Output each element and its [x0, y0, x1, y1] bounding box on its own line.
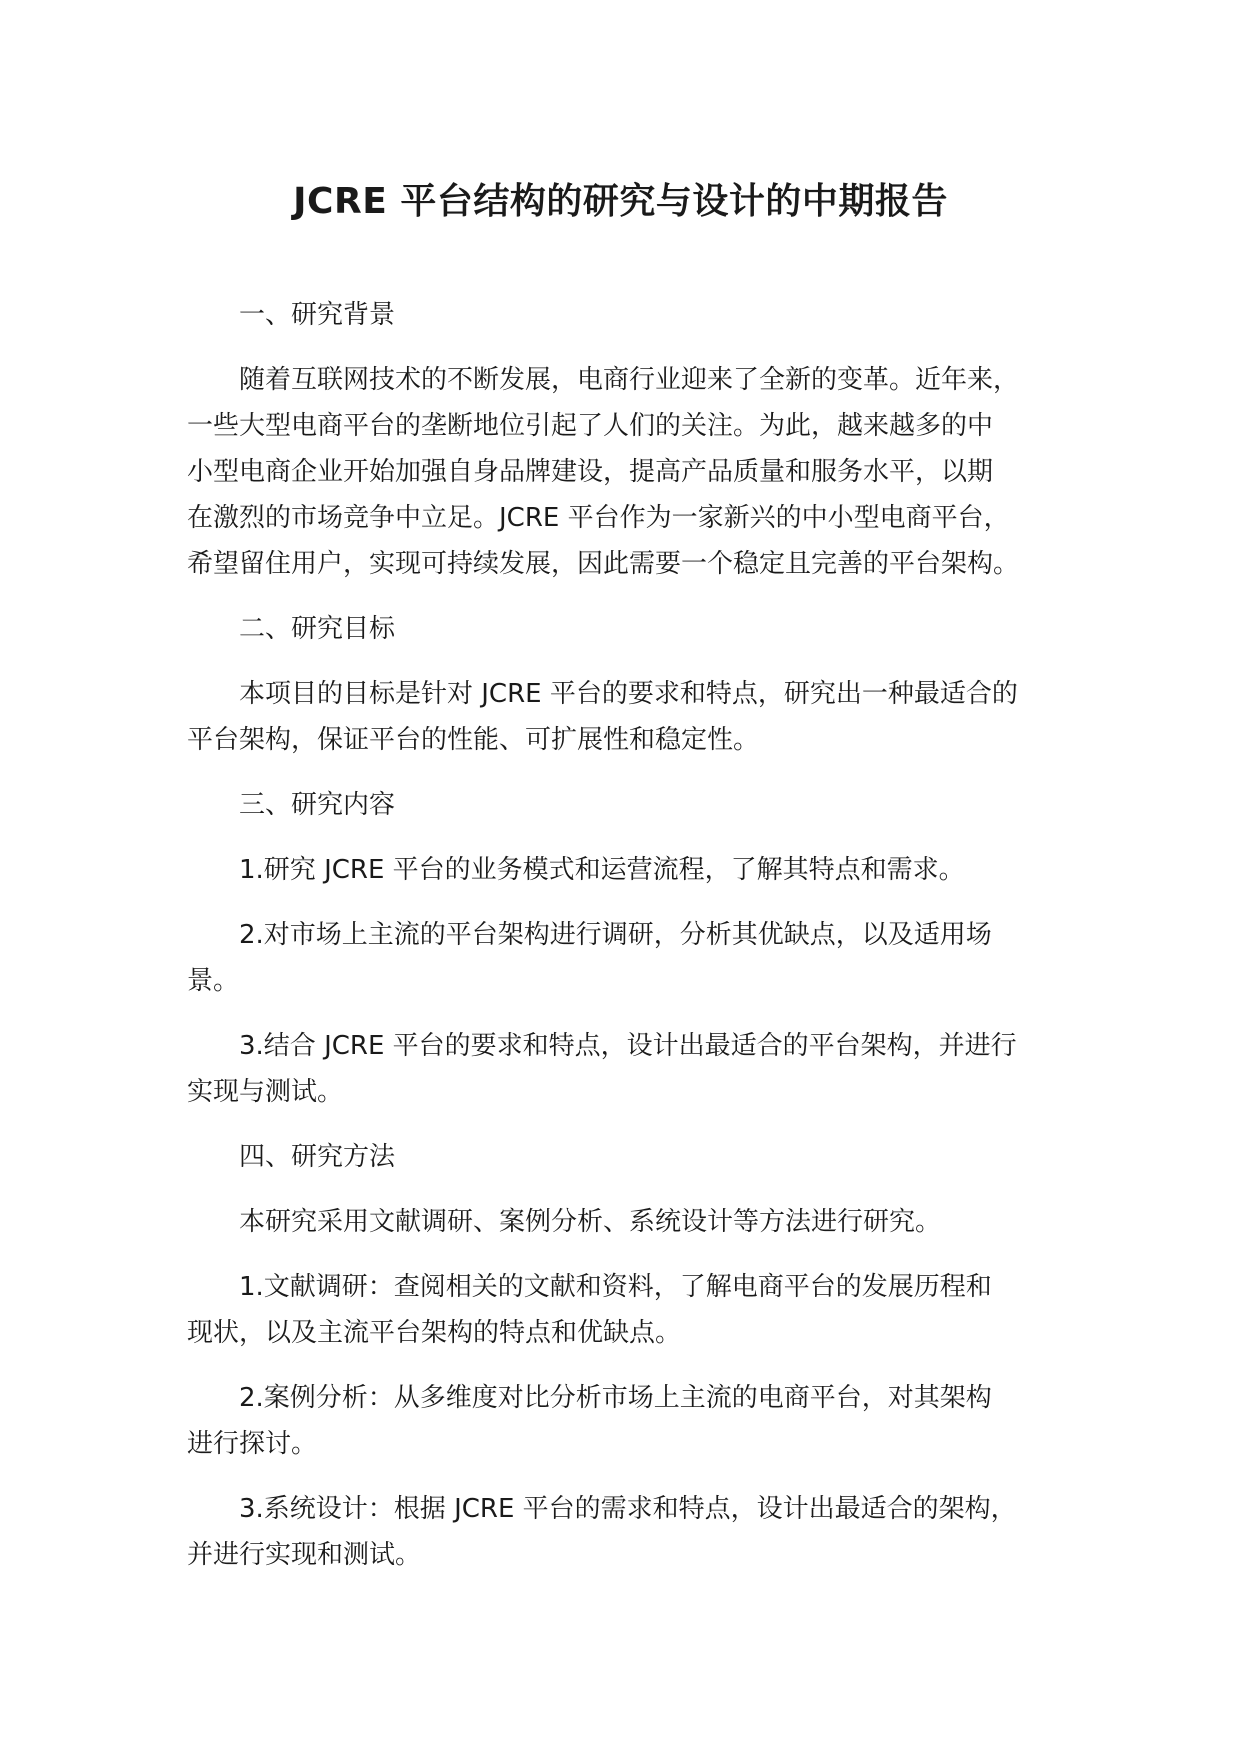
background-paragraph: [187, 357, 1067, 587]
section-heading-background: 一、研究背景: [239, 300, 396, 330]
method-item-3: [187, 1486, 1067, 1578]
section-heading-method: 四、研究方法: [239, 1142, 396, 1172]
document-body: [187, 292, 1067, 1597]
paragraph-line: 小型电商企业开始加强自身品牌建设，提高产品质量和服务水平，以期: [187, 457, 994, 487]
paragraph-line: 并进行实现和测试。: [187, 1540, 422, 1570]
method-intro: [187, 1199, 1067, 1245]
method-item-2: [187, 1375, 1067, 1467]
paragraph-line: 一些大型电商平台的垄断地位引起了人们的关注。为此，越来越多的中: [187, 411, 994, 441]
section-heading-content: 三、研究内容: [239, 790, 396, 820]
paragraph-line: 平台架构，保证平台的性能、可扩展性和稳定性。: [187, 725, 760, 755]
paragraph-line: 景。: [187, 966, 240, 996]
paragraph-line: 在激烈的市场竞争中立足。JCRE 平台作为一家新兴的中小型电商平台，: [187, 503, 1010, 533]
paragraph-line: 1.研究 JCRE 平台的业务模式和运营流程，了解其特点和需求。: [239, 855, 965, 885]
goal-paragraph: [187, 671, 1067, 763]
paragraph-line: 1.文献调研：查阅相关的文献和资料，了解电商平台的发展历程和: [239, 1272, 992, 1302]
content-item-2: [187, 912, 1067, 1004]
paragraph-line: 本研究采用文献调研、案例分析、系统设计等方法进行研究。: [239, 1207, 942, 1237]
content-item-1: [187, 847, 1067, 893]
paragraph-line: 2.案例分析：从多维度对比分析市场上主流的电商平台，对其架构: [239, 1383, 992, 1413]
document-title: JCRE 平台结构的研究与设计的中期报告: [293, 181, 948, 222]
paragraph-line: 本项目的目标是针对 JCRE 平台的要求和特点，研究出一种最适合的: [239, 679, 1018, 709]
paragraph-line: 随着互联网技术的不断发展，电商行业迎来了全新的变革。近年来，: [239, 365, 1020, 395]
paragraph-line: 2.对市场上主流的平台架构进行调研，分析其优缺点，以及适用场: [239, 920, 992, 950]
section-heading-goal: 二、研究目标: [239, 614, 396, 644]
paragraph-line: 现状，以及主流平台架构的特点和优缺点。: [187, 1318, 682, 1348]
paragraph-line: 希望留住用户，实现可持续发展，因此需要一个稳定且完善的平台架构。: [187, 549, 1020, 579]
method-item-1: [187, 1264, 1067, 1356]
content-item-3: [187, 1023, 1067, 1115]
paragraph-line: 3.系统设计：根据 JCRE 平台的需求和特点，设计出最适合的架构，: [239, 1494, 1017, 1524]
paragraph-line: 3.结合 JCRE 平台的要求和特点，设计出最适合的平台架构，并进行: [239, 1031, 1017, 1061]
paragraph-line: 实现与测试。: [187, 1077, 344, 1107]
paragraph-line: 进行探讨。: [187, 1429, 318, 1459]
